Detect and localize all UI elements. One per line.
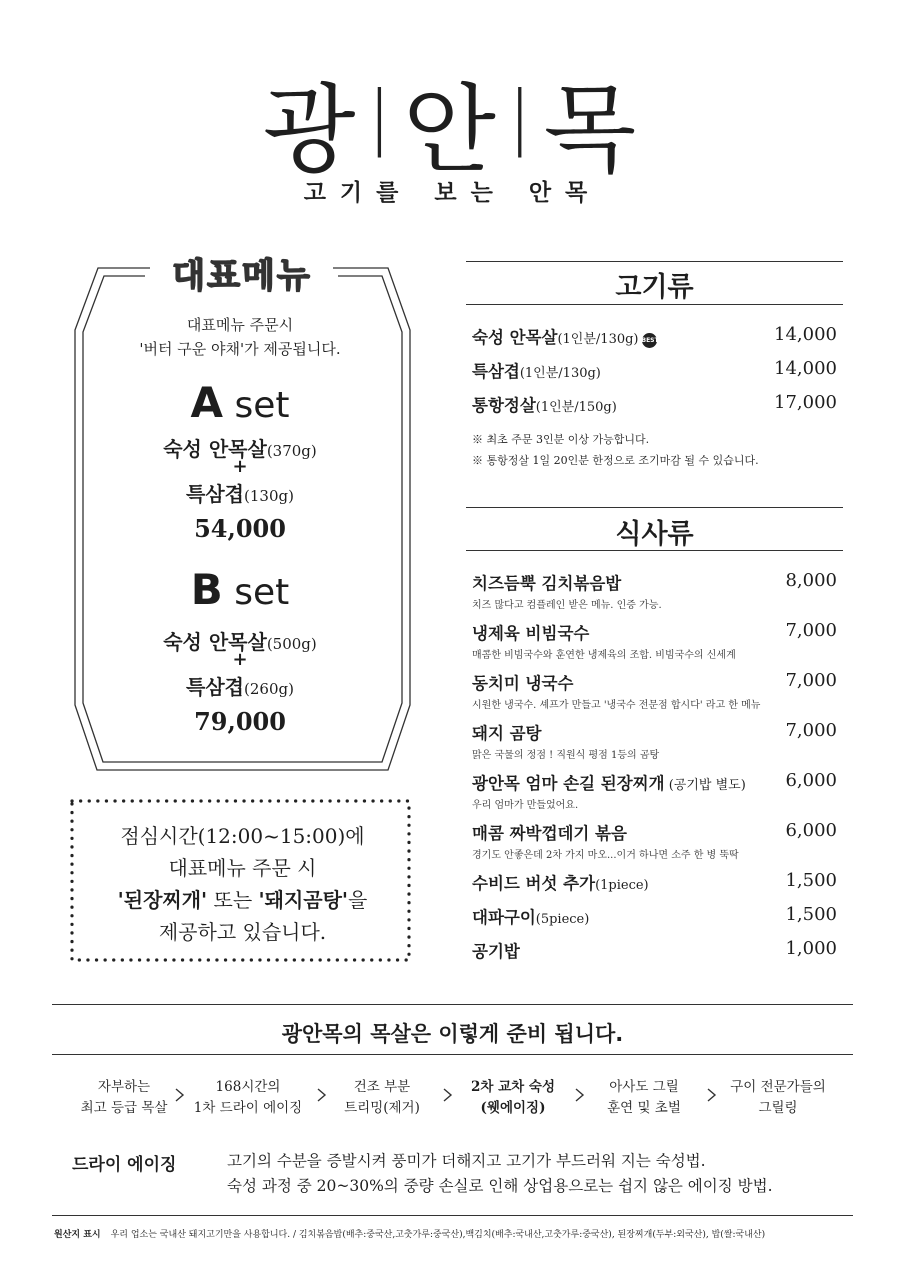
menu-item-name: 돼지 곰탕	[472, 724, 542, 743]
menu-item-desc: 시원한 냉국수. 셰프가 만들고 '냉국수 전문점 합시다' 라고 한 메뉴	[472, 700, 761, 711]
tagline: 고기를 보는 안목	[303, 180, 602, 206]
item-portion: (1인분/150g)	[535, 400, 617, 415]
dry-aging-label: 드라이 에이징	[72, 1155, 177, 1175]
set-item-name: 숙성 안목살	[163, 437, 267, 461]
step-line: 1차 드라이 에이징	[193, 1100, 303, 1116]
origin-notice	[54, 1227, 765, 1240]
set-item-name: 특삼겹	[186, 482, 245, 506]
menu-item-price: 14,000	[774, 324, 837, 345]
lunch-line: 점심시간(12:00~15:00)에	[120, 824, 365, 848]
menu-item	[472, 620, 837, 661]
menu-item	[472, 820, 837, 861]
step-line: 건조 부분	[353, 1079, 411, 1095]
set-item-weight: (260g)	[244, 680, 294, 698]
menu-item-name	[472, 324, 657, 348]
lunch-line	[75, 884, 410, 916]
menu-item-name: 치즈듬뿍 김치볶음밥	[472, 574, 622, 593]
set-letter: A	[190, 378, 224, 427]
menu-item-price: 6,000	[785, 820, 837, 841]
lunch-line: 대표메뉴 주문 시	[168, 856, 317, 880]
menu-item	[472, 720, 837, 761]
set-b-price: 79,000	[194, 707, 286, 736]
step-line: 2차 교차 숙성	[471, 1079, 555, 1095]
set-item-name: 특삼겹	[186, 675, 245, 699]
menu-item-name: 냉제육 비빔국수	[472, 624, 590, 643]
menu-item-desc: 맑은 국물의 정점 ! 직원식 평점 1등의 곰탕	[472, 750, 660, 761]
menu-item-price: 6,000	[785, 770, 837, 791]
lunch-text: 을	[348, 888, 368, 912]
origin-label: 원산지 표시	[54, 1230, 101, 1240]
chevron-right-icon	[172, 1080, 188, 1110]
set-item-weight: (130g)	[244, 487, 294, 505]
item-name-text: 숙성 안목살	[472, 328, 558, 347]
signature-note: 대표메뉴 주문시	[186, 316, 294, 334]
menu-item-name: 매콤 짜박껍데기 볶음	[472, 824, 627, 843]
step-line: 그릴링	[758, 1100, 798, 1116]
signature-title: 대표메뉴	[152, 248, 332, 297]
best-badge-icon: BEST	[642, 333, 657, 348]
meat-footnote: ※ 최초 주문 3인분 이상 가능합니다.	[472, 433, 650, 446]
logo-char: 목	[543, 74, 643, 186]
menu-item	[472, 392, 837, 418]
prep-step	[188, 1077, 308, 1119]
step-line: 훈연 및 초벌	[607, 1100, 681, 1116]
menu-item-desc: 경기도 안좋은데 2차 가지 마오...이거 하나면 소주 한 병 뚝딱	[472, 850, 739, 861]
signature-note: '버터 구운 야채'가 제공됩니다.	[139, 340, 341, 358]
menu-item-price: 8,000	[785, 570, 837, 591]
item-name-text: 통항정살	[472, 396, 536, 415]
prep-title: 광안목의 목살은 이렇게 준비 됩니다.	[281, 1022, 624, 1046]
prep-step	[453, 1077, 573, 1119]
menu-item	[472, 770, 837, 811]
prep-step	[322, 1077, 442, 1119]
menu-item	[472, 904, 837, 930]
item-extra: (5piece)	[535, 912, 590, 927]
divider	[52, 1054, 853, 1055]
section-rule	[466, 261, 843, 262]
step-line: 구이 전문가들의	[730, 1079, 826, 1095]
menu-item-name	[472, 870, 649, 894]
menu-item-name: 공기밥	[472, 942, 520, 961]
menu-item	[472, 358, 837, 384]
prep-step	[584, 1077, 704, 1119]
item-extra: (공기밥 별도)	[664, 778, 746, 793]
step-line: (웻에이징)	[480, 1100, 546, 1116]
section-rule	[466, 550, 843, 551]
step-line: 자부하는	[97, 1079, 151, 1095]
set-a-price: 54,000	[194, 514, 286, 543]
menu-item-desc: 우리 엄마가 만들었어요.	[472, 800, 579, 811]
prep-step	[716, 1077, 840, 1119]
origin-text: 우리 업소는 국내산 돼지고기만을 사용합니다. / 김치볶음밥(배추:중국산,고춧가루:중국산),백김치(배추:국내산,고춧가루:중국산), 된장찌개(두부:외국산), 밥(쌀:국내산)	[110, 1230, 766, 1240]
dry-aging-text: 숙성 과정 중 20~30%의 중량 손실로 인해 상업용으로는 쉽지 않은 에이징 방법.	[227, 1177, 773, 1195]
divider	[52, 1215, 853, 1216]
step-line: 트리밍(제거)	[344, 1100, 420, 1116]
dry-aging-text: 고기의 수분을 증발시켜 풍미가 더해지고 고기가 부드러워 지는 숙성법.	[227, 1152, 706, 1170]
set-item-weight: (500g)	[266, 635, 317, 653]
plus-sign: +	[232, 456, 248, 477]
set-word: set	[234, 572, 290, 613]
lunch-line: 제공하고 있습니다.	[158, 920, 327, 944]
menu-item-price: 7,000	[785, 620, 837, 641]
step-line: 최고 등급 목살	[80, 1100, 168, 1116]
item-name-text: 특삼겹	[472, 362, 520, 381]
plus-sign: +	[232, 649, 248, 670]
logo-separator: |	[367, 76, 398, 158]
menu-item-name	[472, 770, 746, 794]
meat-footnote: ※ 통항정살 1일 20인분 한정으로 조기마감 될 수 있습니다.	[472, 454, 759, 467]
menu-item-desc: 매콤한 비빔국수와 훈연한 냉제육의 조합. 비빔국수의 신세계	[472, 650, 736, 661]
prep-step	[64, 1077, 184, 1119]
menu-item-price: 14,000	[774, 358, 837, 379]
menu-item-name	[472, 358, 601, 382]
menu-item	[472, 938, 837, 964]
menu-item-price: 1,500	[785, 904, 837, 925]
item-name-text: 대파구이	[472, 908, 536, 927]
lunch-highlight: '된장찌개'	[117, 888, 208, 912]
menu-item-name	[472, 904, 589, 928]
menu-item-name	[472, 392, 617, 416]
lunch-highlight: '돼지곰탕'	[258, 888, 349, 912]
item-extra: (1piece)	[595, 878, 649, 893]
menu-item	[472, 324, 837, 350]
section-rule	[466, 304, 843, 305]
menu-item	[472, 670, 837, 711]
set-letter: B	[190, 565, 223, 614]
set-word: set	[234, 385, 290, 426]
item-portion: (1인분/130g)	[557, 332, 639, 347]
menu-item	[472, 570, 837, 611]
lunch-text: 또는	[207, 888, 259, 912]
menu-item-price: 7,000	[785, 670, 837, 691]
logo-char: 안	[403, 74, 502, 186]
meat-section-title: 고기류	[615, 272, 694, 303]
section-rule	[466, 507, 843, 508]
menu-item	[472, 870, 837, 896]
step-line: 168시간의	[215, 1079, 281, 1095]
item-portion: (1인분/130g)	[519, 366, 601, 381]
menu-item-price: 17,000	[774, 392, 837, 413]
step-line: 아사도 그릴	[609, 1079, 679, 1095]
item-name-text: 광안목 엄마 손길 된장찌개	[472, 774, 665, 793]
menu-item-desc: 치즈 많다고 컴플레인 받은 메뉴. 인증 가능.	[472, 600, 662, 611]
item-name-text: 수비드 버섯 추가	[472, 874, 596, 893]
set-item-name: 숙성 안목살	[163, 630, 267, 654]
menu-item-price: 7,000	[785, 720, 837, 741]
menu-item-price: 1,500	[785, 870, 837, 891]
menu-item-price: 1,000	[785, 938, 837, 959]
logo-separator: |	[507, 76, 538, 158]
divider	[52, 1004, 853, 1005]
set-item-weight: (370g)	[266, 442, 317, 460]
logo-char: 광	[262, 74, 362, 186]
meals-section-title: 식사류	[615, 519, 694, 550]
menu-item-name: 동치미 냉국수	[472, 674, 574, 693]
